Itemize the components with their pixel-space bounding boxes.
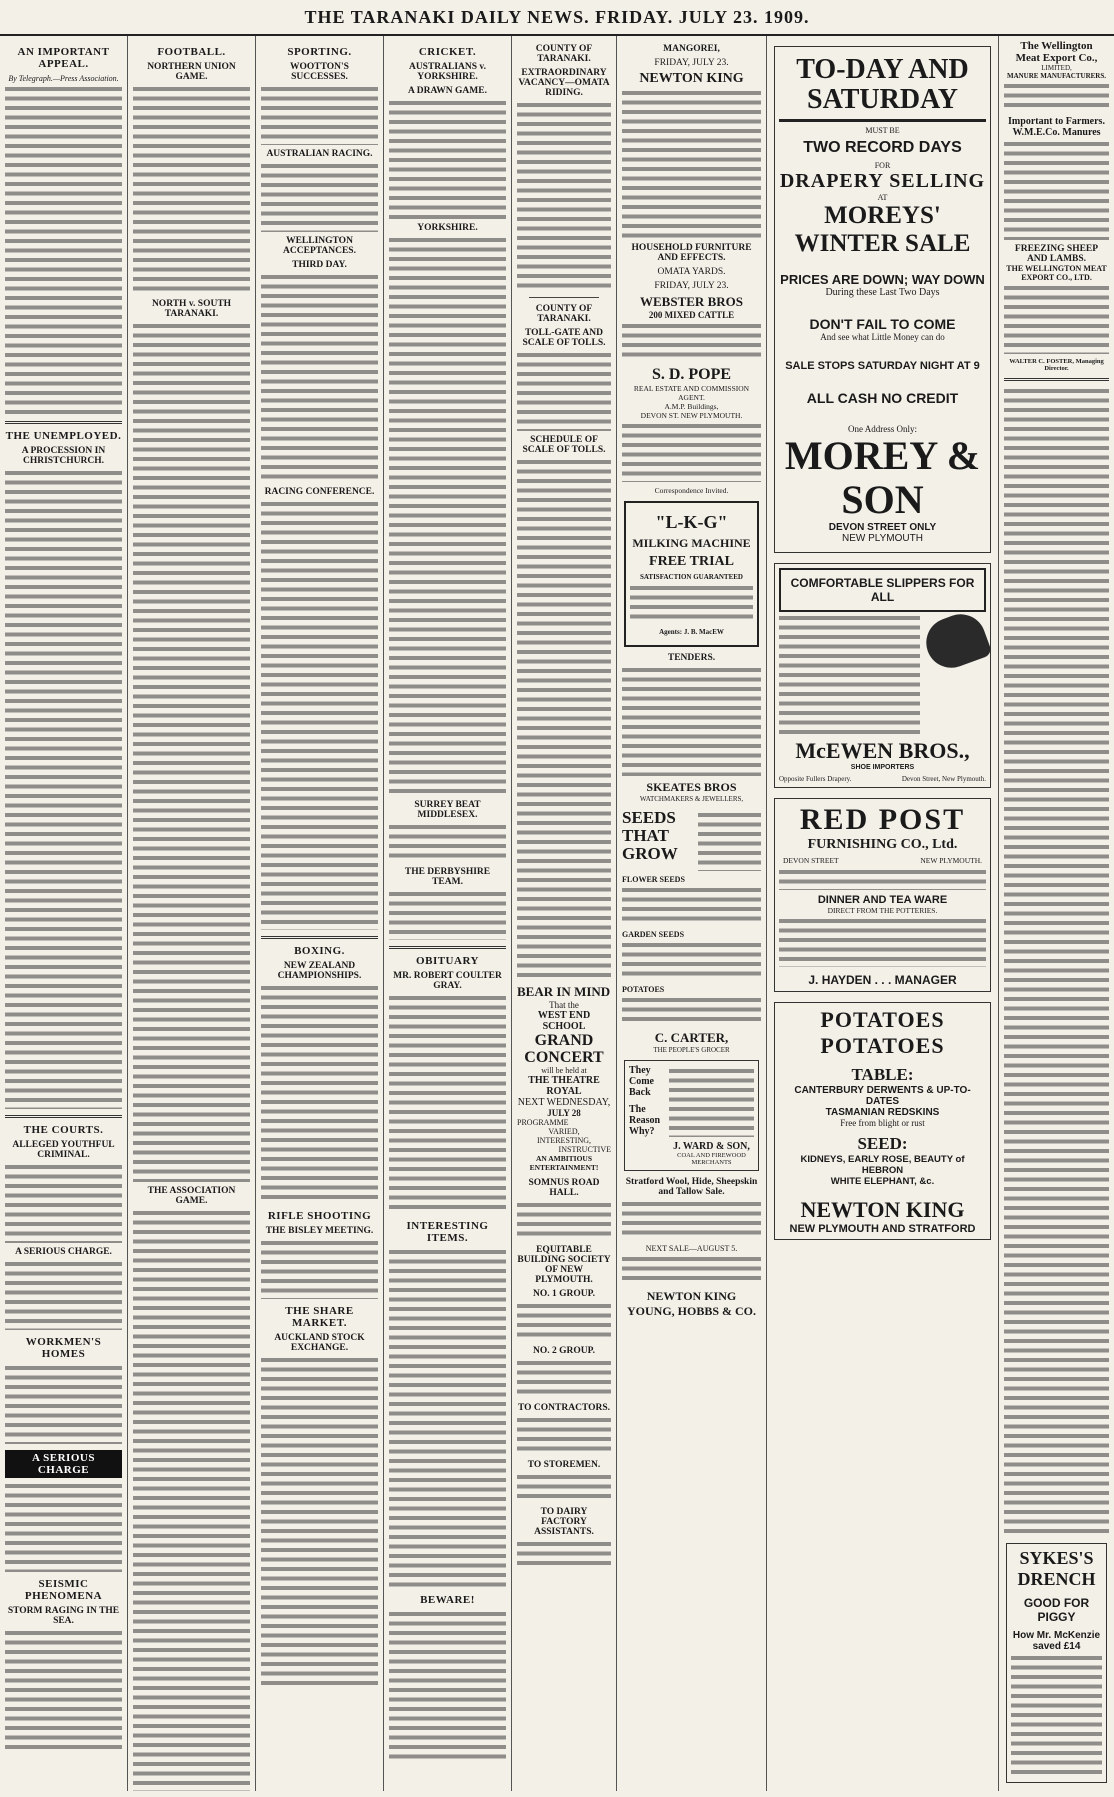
slippers-heading: COMFORTABLE SLIPPERS FOR ALL [779, 568, 986, 612]
mcewen-slippers-ad [774, 563, 991, 788]
subheadline: A PROCESSION IN CHRISTCHURCH. [21, 446, 106, 466]
notice-body [517, 101, 611, 291]
column-4 [384, 36, 512, 1791]
article-body [389, 890, 506, 940]
concert-day: NEXT WEDNESDAY, [517, 1097, 611, 1108]
column-5 [512, 36, 617, 1791]
lkg-trial: FREE TRIAL [649, 554, 734, 569]
notice-subtitle: TOLL-GATE AND SCALE OF TOLLS. [522, 328, 606, 348]
divider [261, 936, 378, 939]
tenders-body [622, 666, 761, 776]
wool-sale-auctioneer: NEWTON KING [646, 1289, 737, 1303]
article-body [133, 1209, 250, 1791]
agent-correspondence: Correspondence Invited. [654, 486, 729, 495]
subheadline: NEW ZEALAND CHAMPIONSHIPS. [277, 961, 362, 981]
potatoes-seed: SEED: [857, 1134, 908, 1153]
agent-address: DEVON ST. NEW PLYMOUTH. [640, 411, 743, 420]
notice-body [517, 1201, 611, 1241]
article-body [261, 1239, 378, 1299]
divider [529, 297, 599, 298]
agent-body [622, 422, 761, 482]
subheadline: RACING CONFERENCE. [264, 487, 375, 497]
slippers-content [779, 612, 986, 738]
headline-interesting-items: INTERESTING ITEMS. [406, 1220, 489, 1244]
meat-export-body [1004, 82, 1109, 112]
lkg-product: MILKING MACHINE [632, 536, 751, 550]
headline-share-market: THE SHARE MARKET. [285, 1305, 354, 1329]
agent-building: A.M.P. Buildings, [664, 402, 719, 411]
red-post-potteries: DIRECT FROM THE POTTERIES. [827, 906, 938, 915]
sale-heading: HOUSEHOLD FURNITURE AND EFFECTS. [631, 243, 752, 263]
potatoes-title: POTATOES POTATOES [820, 1007, 945, 1058]
morey-must-be: MUST BE [865, 126, 900, 135]
auctioneer-name: NEWTON KING [639, 71, 744, 86]
red-post-dinner: DINNER AND TEA WARE [817, 894, 948, 906]
subheadline: NORTHERN UNION GAME. [147, 62, 236, 82]
notice-title: TO STOREMEN. [527, 1460, 601, 1470]
morey-see-what: And see what Little Money can do [820, 332, 945, 342]
seeds-grow: GROW [622, 844, 678, 863]
column-8 [999, 36, 1114, 1791]
concert-venue: THE THEATRE ROYAL [528, 1075, 600, 1097]
headline-workmens-homes: WORKMEN'S HOMES [25, 1336, 102, 1360]
seeds-body [622, 886, 761, 926]
red-post-town: NEW PLYMOUTH. [920, 856, 982, 865]
meat-export-the: The Wellington [1020, 40, 1093, 52]
subheadline: THE DERBYSHIRE TEAM. [404, 867, 491, 887]
red-post-manager: J. HAYDEN . . . MANAGER [808, 973, 957, 987]
meat-export-director: WALTER C. FOSTER, Managing Director. [1009, 358, 1104, 372]
subheadline: WOOTTON'S SUCCESSES. [290, 62, 349, 82]
article-body [389, 1248, 506, 1588]
subheadline: STORM RAGING IN THE SEA. [7, 1606, 120, 1626]
article-body [133, 85, 250, 295]
byline: By Telegraph.—Press Association. [8, 74, 119, 83]
article-body [261, 984, 378, 1204]
headline-seismic: SEISMIC PHENOMENA [24, 1578, 103, 1602]
article-body [5, 1629, 122, 1749]
sale-date: FRIDAY, JULY 23. [654, 281, 729, 291]
coal-body [669, 1067, 754, 1137]
sykes-name: SYKES'S [1019, 1548, 1094, 1568]
mcewen-opposite: Opposite Fullers Drapery. [779, 775, 852, 783]
notice-body [517, 351, 611, 431]
potatoes-redskins: TASMANIAN REDSKINS [825, 1107, 940, 1118]
morey-record-days: TWO RECORD DAYS [803, 139, 962, 156]
seeds-word: SEEDS [622, 808, 676, 827]
subheadline: SURREY BEAT MIDDLESEX. [414, 800, 481, 820]
red-post-body [779, 917, 986, 967]
morey-dont-fail: DON'T FAIL TO COME [809, 316, 956, 332]
morey-new-plymouth: NEW PLYMOUTH [842, 533, 923, 544]
sykes-piggy: GOOD FOR PIGGY [1023, 1596, 1090, 1624]
toll-schedule [517, 458, 611, 978]
morey-sale-ad [774, 46, 991, 553]
morey-drapery: DRAPERY SELLING [779, 170, 986, 192]
subheadline: AUCKLAND STOCK EXCHANGE. [274, 1333, 365, 1353]
article-body [261, 500, 378, 930]
column-2 [128, 36, 256, 1791]
potatoes-kidneys: KIDNEYS, EARLY ROSE, BEAUTY of HEBRON [800, 1154, 965, 1176]
slipper-illustration [919, 607, 992, 675]
red-post-ad [774, 798, 991, 992]
potatoes-location: NEW PLYMOUTH AND STRATFORD [789, 1223, 976, 1235]
wool-sale-body [622, 1255, 761, 1285]
seeds-body [622, 941, 761, 981]
subheadline: WELLINGTON ACCEPTANCES. [283, 236, 356, 256]
masthead-title: THE TARANAKI DAILY NEWS. FRIDAY. JULY 23. 1909. [0, 0, 1114, 36]
jeweller-name: SKEATES BROS [646, 780, 737, 794]
sale-body [622, 322, 761, 362]
mcewen-street: Devon Street, New Plymouth. [901, 775, 986, 783]
column-7 [767, 36, 999, 1791]
morey-last-days: During these Last Two Days [825, 287, 940, 298]
sale-venue: OMATA YARDS. [657, 267, 726, 277]
article-body [5, 85, 122, 415]
slippers-body [779, 614, 920, 734]
headline-obituary: OBITUARY [416, 955, 479, 967]
headline-courts: THE COURTS. [23, 1124, 104, 1136]
article-body [5, 1260, 122, 1330]
morey-son: MOREY & SON [784, 433, 981, 522]
meat-export-limited: LIMITED, [1041, 64, 1072, 72]
notice-title: EQUITABLE BUILDING SOCIETY OF NEW PLYMOUTH. [517, 1245, 611, 1285]
lkg-body [630, 584, 753, 624]
notice-title: TO CONTRACTORS. [517, 1403, 611, 1413]
meat-export-body [1004, 284, 1109, 354]
lkg-guarantee: SATISFACTION GUARANTEED [639, 573, 743, 581]
headline-rifle-shooting: RIFLE SHOOTING [267, 1210, 372, 1222]
concert-ad [517, 984, 611, 1172]
sale-date: FRIDAY, JULY 23. [654, 58, 729, 68]
lkg-agents: Agents: J. B. MacEW [659, 628, 724, 636]
headline-sporting: SPORTING. [287, 46, 352, 58]
sale-place: MANGOREI, [663, 44, 720, 54]
article-body [389, 823, 506, 863]
potatoes-table: TABLE: [851, 1065, 914, 1084]
divider [1004, 378, 1109, 381]
meat-export-name: Meat Export Co., [1015, 52, 1098, 64]
notice-title: TO DAIRY FACTORY ASSISTANTS. [534, 1507, 594, 1537]
concert-grand: GRAND CONCERT [524, 1032, 604, 1066]
potatoes-ad [774, 1002, 991, 1240]
concert-interesting: INTERESTING, [537, 1136, 591, 1145]
flower-seeds: FLOWER SEEDS [622, 875, 685, 884]
divider [5, 1115, 122, 1118]
notice-subtitle: EXTRAORDINARY VACANCY—OMATA RIDING. [518, 68, 610, 98]
morey-winter-sale: MOREYS' WINTER SALE [794, 202, 971, 257]
coal-merchant: J. WARD & SON, [673, 1141, 750, 1152]
notice-subtitle: SCHEDULE OF SCALE OF TOLLS. [522, 435, 606, 455]
article-body [261, 1356, 378, 1686]
coal-they-come-back: They Come Back [629, 1065, 654, 1098]
article-body [389, 99, 506, 219]
morey-devon-street: DEVON STREET ONLY [828, 522, 937, 533]
tenders-title: TENDERS. [667, 653, 716, 663]
morey-today: TO-DAY AND SATURDAY [779, 55, 986, 122]
headline-serious-charge: A SERIOUS CHARGE [5, 1450, 122, 1478]
sykes-saved: How Mr. McKenzie saved £14 [1012, 1630, 1101, 1652]
column-3 [256, 36, 384, 1791]
potatoes-blight: Free from blight or rust [840, 1118, 925, 1128]
column-1 [0, 36, 128, 1791]
classified-ads [1004, 387, 1109, 1537]
sykes-drench-ad [1006, 1543, 1107, 1783]
mcewen-trade: SHOE IMPORTERS [850, 764, 915, 771]
headline-football: FOOTBALL. [157, 46, 226, 58]
potatoes-white-elephant: WHITE ELEPHANT, &c. [830, 1176, 935, 1187]
notice-title: COUNTY OF TARANAKI. [535, 44, 593, 64]
red-post-body [779, 868, 986, 890]
sale-body [622, 89, 761, 239]
coal-reason: The Reason Why? [629, 1104, 661, 1137]
headline-boxing: BOXING. [294, 945, 345, 957]
subheadline: MR. ROBERT COULTER GRAY. [393, 971, 502, 991]
subheadline: ALLEGED YOUTHFUL CRIMINAL. [12, 1140, 115, 1160]
coal-ad [624, 1060, 759, 1171]
subheadline: A SERIOUS CHARGE. [15, 1247, 112, 1257]
subheadline: NORTH v. SOUTH TARANAKI. [151, 299, 232, 319]
subheadline: THE BISLEY MEETING. [265, 1226, 374, 1236]
meat-export-ad [1004, 40, 1109, 372]
grocer-tagline: THE PEOPLE'S GROCER [653, 1046, 730, 1054]
agent-business: REAL ESTATE AND COMMISSION AGENT. [633, 384, 750, 402]
subheadline: AUSTRALIAN RACING. [266, 149, 373, 159]
seeds-title-block [622, 809, 692, 875]
concert-ambitious: AN AMBITIOUS ENTERTAINMENT! [529, 1154, 599, 1172]
headline-unemployed: THE UNEMPLOYED. [5, 430, 122, 442]
wool-sale-title: Stratford Wool, Hide, Sheepskin and Tallow Sale. [625, 1177, 758, 1197]
article-body [389, 236, 506, 796]
wool-sale-body [622, 1200, 761, 1240]
wool-sale-date: NEXT SALE—AUGUST 5. [645, 1244, 738, 1253]
divider [5, 421, 122, 424]
red-post-address [783, 856, 982, 865]
meat-export-manures: W.M.E.Co. Manures [1012, 127, 1101, 138]
column-6 [617, 36, 767, 1791]
auctioneer-name: WEBSTER BROS [640, 294, 743, 309]
subheadline: THE ASSOCIATION GAME. [147, 1186, 236, 1206]
morey-at: AT [877, 193, 888, 202]
article-body [261, 162, 378, 232]
article-body [389, 1610, 506, 1760]
article-body [5, 1364, 122, 1444]
morey-sale-stops: SALE STOPS SATURDAY NIGHT AT 9 [785, 360, 980, 372]
notice-title: SOMNUS ROAD HALL. [528, 1178, 600, 1198]
coal-trade: COAL AND FIREWOOD MERCHANTS [677, 1152, 746, 1166]
notice-body [517, 1416, 611, 1456]
red-post-title: RED POST [799, 803, 966, 836]
notice-body [517, 1359, 611, 1399]
concert-date: JULY 28 [547, 1108, 581, 1118]
meat-export-manure: MANURE MANUFACTURERS. [1006, 72, 1107, 80]
meat-export-body [1004, 140, 1109, 240]
garden-seeds: GARDEN SEEDS [622, 930, 685, 939]
mcewen-address [779, 775, 986, 783]
notice-subtitle: NO. 2 GROUP. [533, 1346, 595, 1356]
article-body [261, 273, 378, 483]
notice-title: COUNTY OF TARANAKI. [535, 304, 593, 324]
subheadline: YORKSHIRE. [417, 223, 478, 233]
concert-held: will be held at [541, 1066, 587, 1075]
article-body [133, 322, 250, 1182]
coal-ad-side [629, 1065, 663, 1166]
subheadline: AUSTRALIANS v. YORKSHIRE. [408, 62, 487, 82]
potatoes-heading: POTATOES [622, 985, 665, 994]
grocer-name: C. CARTER, [654, 1030, 729, 1045]
article-body [261, 85, 378, 145]
notice-body [517, 1473, 611, 1503]
cattle-sale: 200 MIXED CATTLE [648, 310, 735, 320]
notice-body [517, 1540, 611, 1570]
concert-instructive: INSTRUCTIVE [558, 1145, 611, 1154]
article-body [5, 1482, 122, 1572]
red-post-company: FURNISHING CO., Ltd. [807, 837, 958, 852]
seeds-that: THAT [622, 826, 669, 845]
mcewen-name: McEWEN BROS., [795, 738, 970, 763]
red-post-street: DEVON STREET [783, 856, 839, 865]
seeds-ad [622, 809, 761, 875]
headline-beware: BEWARE! [420, 1594, 475, 1606]
lkg-logo: "L-K-G" [655, 512, 728, 532]
divider [389, 946, 506, 949]
article-body [5, 1163, 122, 1243]
coal-ad-main [669, 1065, 754, 1166]
morey-one-address: One Address Only: [848, 424, 917, 434]
notice-body [517, 1302, 611, 1342]
potatoes-newton-king: NEWTON KING [800, 1197, 965, 1222]
article-body [389, 994, 506, 1214]
sykes-drench: DRENCH [1017, 1569, 1096, 1589]
notice-subtitle: NO. 1 GROUP. [533, 1289, 595, 1299]
headline-important-appeal: AN IMPORTANT APPEAL. [17, 46, 110, 70]
meat-export-freezing: FREEZING SHEEP AND LAMBS. [1014, 244, 1099, 264]
jeweller-trade: WATCHMAKERS & JEWELLERS, [639, 795, 744, 803]
article-body [5, 469, 122, 1109]
wool-sale-auctioneer-2: YOUNG, HOBBS & CO. [626, 1304, 756, 1318]
meat-export-important: Important to Farmers. [1008, 116, 1105, 127]
concert-school: WEST END SCHOOL [537, 1010, 591, 1032]
subheadline: THIRD DAY. [292, 260, 347, 270]
subheadline: A DRAWN GAME. [408, 86, 487, 96]
headline-cricket: CRICKET. [418, 46, 477, 58]
seeds-intro [698, 811, 761, 871]
seeds-body [622, 996, 761, 1026]
concert-that: That the [549, 1000, 579, 1010]
concert-programme: PROGRAMME [517, 1118, 569, 1127]
morey-all-cash: ALL CASH NO CREDIT [806, 390, 959, 406]
agent-name: S. D. POPE [651, 366, 732, 383]
sykes-body [1011, 1654, 1102, 1774]
potatoes-derwents: CANTERBURY DERWENTS & UP-TO-DATES [794, 1085, 971, 1107]
concert-varied: VARIED, [548, 1127, 580, 1136]
morey-for: FOR [874, 161, 891, 170]
concert-bear: BEAR IN MIND [517, 984, 611, 999]
morey-prices-down: PRICES ARE DOWN; WAY DOWN [780, 272, 985, 287]
lkg-milking-ad [624, 501, 759, 647]
meat-export-wellington: THE WELLINGTON MEAT EXPORT CO., LTD. [1006, 264, 1107, 282]
